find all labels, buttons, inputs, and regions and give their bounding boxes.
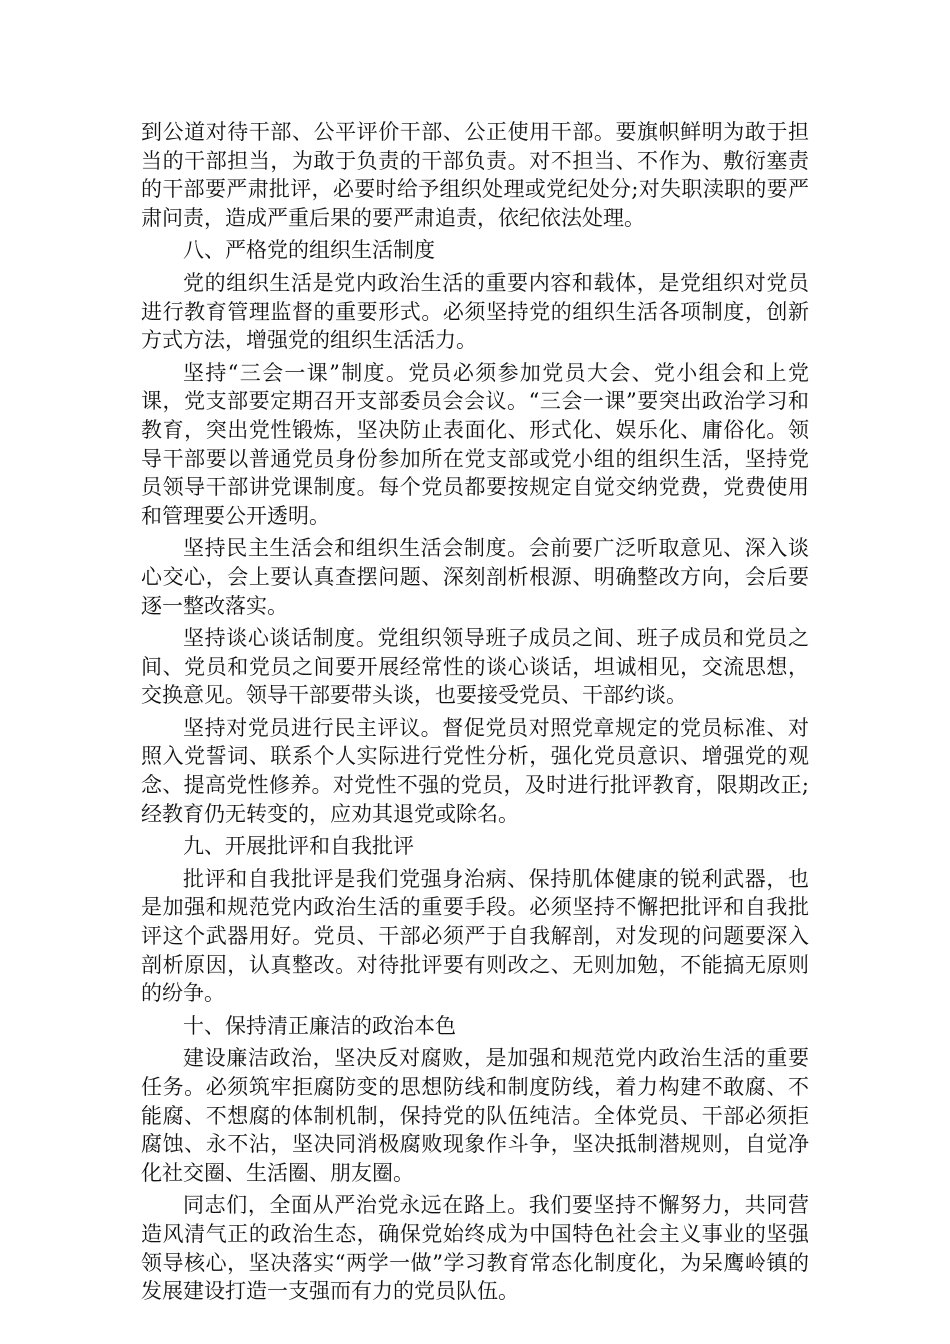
paragraph: 坚持谈心谈话制度。党组织领导班子成员之间、班子成员和党员之间、党员和党员之间要开展经常性的谈心谈话，坦诚相见，交流思想，交换意见。领导干部要带头谈，也要接受党员、干部约谈。 [141, 626, 809, 708]
paragraph: 坚持对党员进行民主评议。督促党员对照党章规定的党员标准、对照入党誓词、联系个人实际进行党性分析，强化党员意识、增强党的观念、提高党性修养。对党性不强的党员，及时进行批评教育，限期改正;经教育仍无转变的，应劝其退党或除名。 [141, 715, 809, 826]
document-body [141, 118, 809, 1310]
paragraph: 批评和自我批评是我们党强身治病、保持肌体健康的锐利武器，也是加强和规范党内政治生活的重要手段。必须坚持不懈把批评和自我批评这个武器用好。党员、干部必须严于自我解剖，对发现的问题要深入剖析原因，认真整改。对待批评要有则改之、无则加勉，不能搞无原则的纷争。 [141, 866, 809, 1006]
paragraph: 建设廉洁政治，坚决反对腐败，是加强和规范党内政治生活的重要任务。必须筑牢拒腐防变的思想防线和制度防线，着力构建不敢腐、不能腐、不想腐的体制机制，保持党的队伍纯洁。全体党员、干部必须拒腐蚀、永不沾，坚决同消极腐败现象作斗争，坚决抵制潜规则，自觉净化社交圈、生活圈、朋友圈。 [141, 1046, 809, 1185]
section-heading-10: 十、保持清正廉洁的政治本色 [183, 1013, 456, 1038]
paragraph-closing: 同志们，全面从严治党永远在路上。我们要坚持不懈努力，共同营造风清气正的政治生态，确保党始终成为中国特色社会主义事业的坚强领导核心，坚决落实“两学一做”学习教育常态化制度化，为呆鹰岭镇的发展建设打造一支强而有力的党员队伍。 [141, 1193, 809, 1304]
paragraph: 党的组织生活是党内政治生活的重要内容和载体，是党组织对党员进行教育管理监督的重要形式。必须坚持党的组织生活各项制度，创新方式方法，增强党的组织生活活力。 [141, 270, 809, 353]
paragraph-continued: 到公道对待干部、公平评价干部、公正使用干部。要旗帜鲜明为敢于担当的干部担当，为敢于负责的干部负责。对不担当、不作为、敷衍塞责的干部要严肃批评，必要时给予组织处理或党纪处分;对失职渎职的要严肃问责，造成严重后果的要严肃追责，依纪依法处理。 [141, 120, 809, 230]
paragraph: 坚持民主生活会和组织生活会制度。会前要广泛听取意见、深入谈心交心，会上要认真查摆问题、深刻剖析根源、明确整改方向，会后要逐一整改落实。 [141, 536, 809, 618]
section-heading-8: 八、严格党的组织生活制度 [183, 238, 435, 263]
section-heading-9: 九、开展批评和自我批评 [183, 834, 414, 859]
paragraph: 坚持“三会一课”制度。党员必须参加党员大会、党小组会和上党课，党支部要定期召开支部委员会会议。“三会一课”要突出政治学习和教育，突出党性锻炼，坚决防止表面化、形式化、娱乐化、庸俗化。领导干部要以普通党员身份参加所在党支部或党小组的组织生活，坚持党员领导干部讲党课制度。每个党员都要按规定自觉交纳党费，党费使用和管理要公开透明。 [141, 360, 809, 528]
